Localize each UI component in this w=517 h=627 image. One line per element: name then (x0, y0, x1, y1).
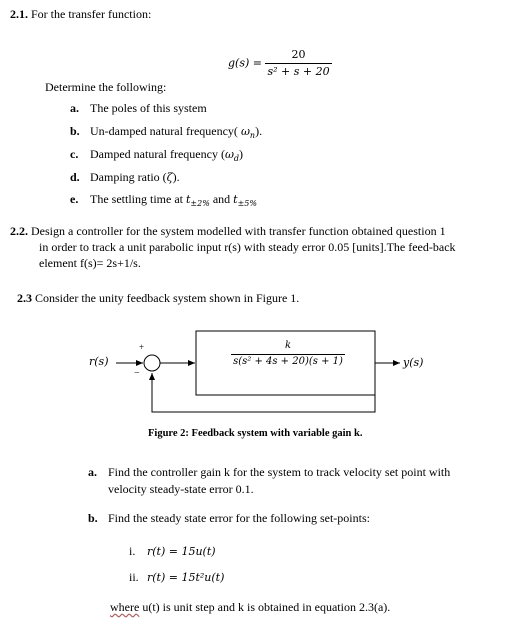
q23-heading: 2.3 Consider the unity feedback system shown in Figure 1. (17, 291, 300, 305)
determine-text: Determine the following: (45, 80, 167, 94)
summing-junction (144, 355, 160, 371)
q21-heading: 2.1. For the transfer function: (10, 7, 152, 21)
q21-item-e: e. The settling time at $t_{\pm 2\%}$ and $t_{\pm 5\%}$ (70, 192, 257, 209)
q23-item-a: a. Find the controller gain k for the system to track velocity set point with (88, 465, 451, 479)
func-denominator: s² + s + 20 (267, 64, 330, 78)
func-lhs: g(s) = (228, 56, 262, 70)
q23-item-b: b. Find the steady state error for the following set-points: (88, 511, 370, 525)
q23-subitem-i: i. r(t) = 15u(t) (129, 544, 216, 558)
plant-transfer-function (218, 340, 358, 368)
output-label: y(s) (403, 356, 424, 369)
q21-item-d: d. Damping ratio (ζ). (70, 170, 180, 184)
plus-sign: + (139, 342, 145, 352)
q22-line3: element f(s)= 2s+1/s. (39, 256, 141, 270)
input-label: r(s) (89, 355, 109, 368)
q22-line2: in order to track a unit parabolic input r(s) with steady error 0.05 [units].The feed-back (39, 240, 456, 254)
func-numerator: 20 (265, 48, 331, 64)
figure-caption: Figure 2: Feedback system with variable gain k. (148, 428, 363, 439)
q22-line1: 2.2. Design a controller for the system modelled with transfer function obtained question 1 (10, 224, 446, 238)
q21-item-a: a. The poles of this system (70, 101, 207, 115)
q23-subitem-ii: ii. r(t) = 15t²u(t) (129, 570, 225, 584)
where-note: where u(t) is unit step and k is obtained in equation 2.3(a). (110, 600, 391, 614)
plant-numerator: k (231, 340, 345, 355)
feedback-path (152, 363, 375, 412)
plant-denominator: s(s² + 4s + 20)(s + 1) (233, 355, 343, 367)
q21-item-b: b. Un-damped natural frequency( $\omega_n$). (70, 124, 263, 141)
q21-item-c: c. Damped natural frequency $(\omega_d)$ (70, 147, 244, 164)
minus-sign: − (134, 368, 140, 379)
q23-item-a-line2: velocity steady-state error 0.1. (108, 482, 254, 496)
